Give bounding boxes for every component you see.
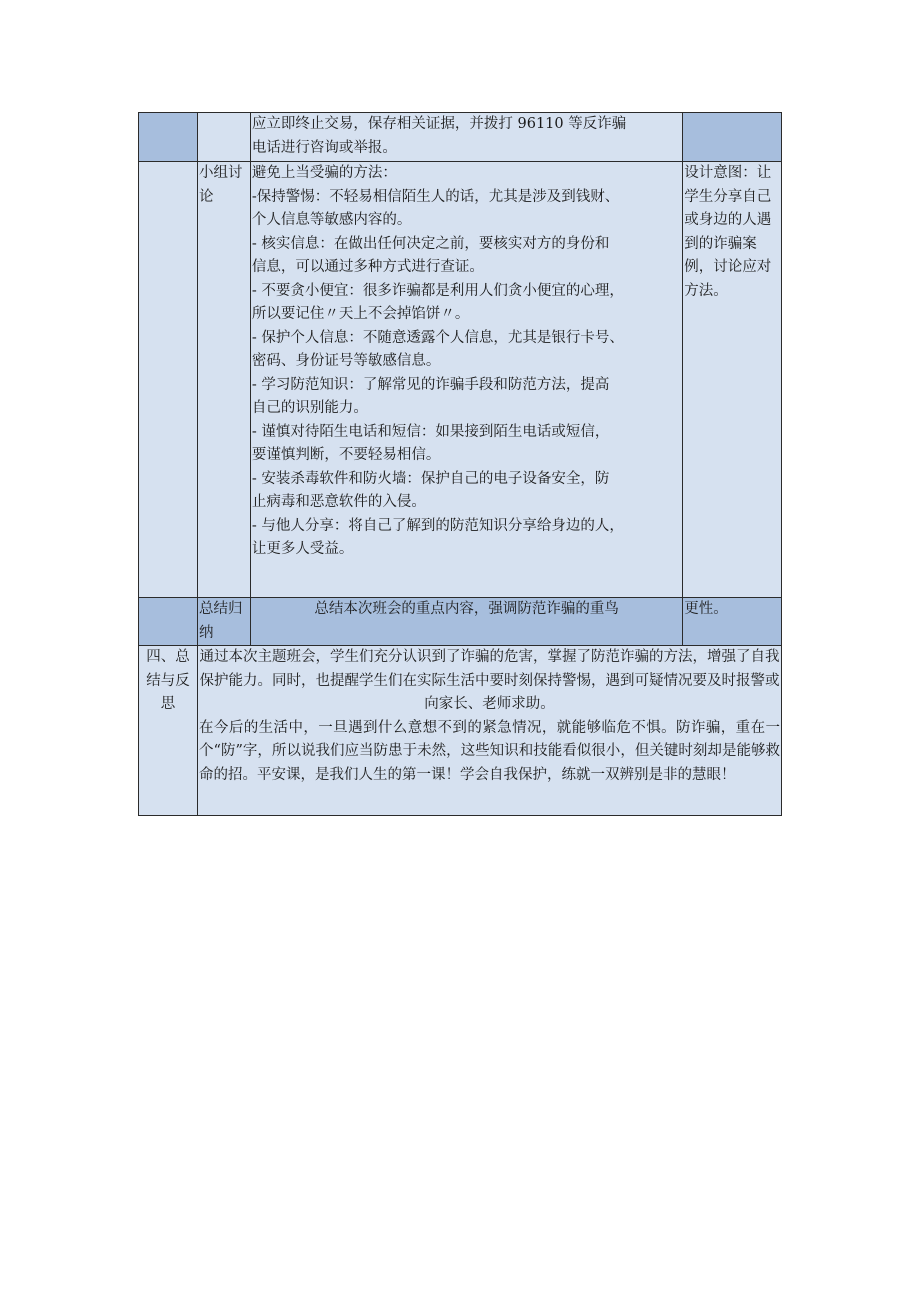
content-line: 避免上当受骗的方法：: [251, 165, 397, 181]
content-line: 个人信息等敏感内容的。: [251, 212, 412, 228]
section-cell: [139, 598, 198, 646]
content-line: 所以要记住〃天上不会掉馅饼〃。: [251, 306, 470, 322]
activity-cell: 小组讨论: [198, 162, 251, 598]
content-line: - 不要贪小便宜：很多诈骗都是利用人们贪小便宜的心理，: [251, 282, 624, 299]
content-line: - 与他人分享：将自己了解到的防范知识分享给身边的人，: [251, 517, 624, 534]
content-cell: 总结本次班会的重点内容，强调防范诈骗的重鸟: [250, 598, 682, 646]
content-line: -保持警惕：不轻易相信陌生人的话，尤其是涉及到钱财、: [251, 188, 620, 205]
reflection-paragraph: 通过本次主题班会，学生们充分认识到了诈骗的危害，掌握了防范诈骗的方法，增强了自我保护能力。同时，也提醒学生们在实际生活中要时刻保持警惕，遇到可疑情况要及时报警或向家长、老师求助。: [199, 649, 780, 712]
note-cell: 更性。: [683, 598, 782, 646]
content-line: 密码、身份证号等敏感信息。: [251, 353, 441, 369]
content-line: 要谨慎判断，不要轻易相信。: [251, 447, 441, 463]
content-cell: [250, 162, 682, 598]
lesson-plan-table: [138, 112, 782, 816]
content-line: - 保护个人信息：不随意透露个人信息，尤其是银行卡号、: [251, 329, 624, 346]
content-cell: [250, 113, 682, 162]
section-cell: [139, 113, 198, 162]
reflection-cell: [198, 646, 782, 816]
content-line: 自己的识别能力。: [251, 400, 368, 416]
activity-cell: 总结归纳: [198, 598, 251, 646]
table-row: [139, 646, 782, 816]
content-line: - 谨慎对待陌生电话和短信：如果接到陌生电话或短信，: [251, 423, 610, 440]
table-row: [139, 162, 782, 598]
content-line: 应立即终止交易，保存相关证据，并拨打 96110 等反诈骗: [251, 116, 627, 132]
content-line: 让更多人受益。: [251, 541, 354, 557]
content-line: - 核实信息：在做出任何决定之前，要核实对方的身份和: [251, 235, 610, 252]
reflection-paragraph: 在今后的生活中，一旦遇到什么意想不到的紧急情况，就能够临危不惧。防诈骗，重在一个“防”字，所以说我们应当防患于未然，这些知识和技能看似很小，但关键时刻却是能够救命的招。平安课，是我们人生的第一课！学会自我保护，练就一双辨别是非的慧眼！: [199, 719, 780, 783]
section-cell: 四、总结与反思: [139, 646, 198, 816]
content-line: 止病毒和恶意软件的入侵。: [251, 494, 426, 510]
content-line: 电话进行咨询或举报。: [251, 139, 397, 156]
table-row: [139, 113, 782, 162]
content-line: - 学习防范知识：了解常见的诈骗手段和防范方法，提高: [251, 376, 610, 393]
content-line: 信息，可以通过多种方式进行查证。: [251, 259, 484, 275]
activity-cell: [198, 113, 251, 162]
table-row: [139, 598, 782, 646]
content-line: - 安装杀毒软件和防火墙：保护自己的电子设备安全，防: [251, 470, 610, 487]
section-cell: [139, 162, 198, 598]
note-cell: 设计意图：让学生分享自己或身边的人遇到的诈骗案例，讨论应对方法。: [683, 162, 782, 598]
note-cell: [683, 113, 782, 162]
